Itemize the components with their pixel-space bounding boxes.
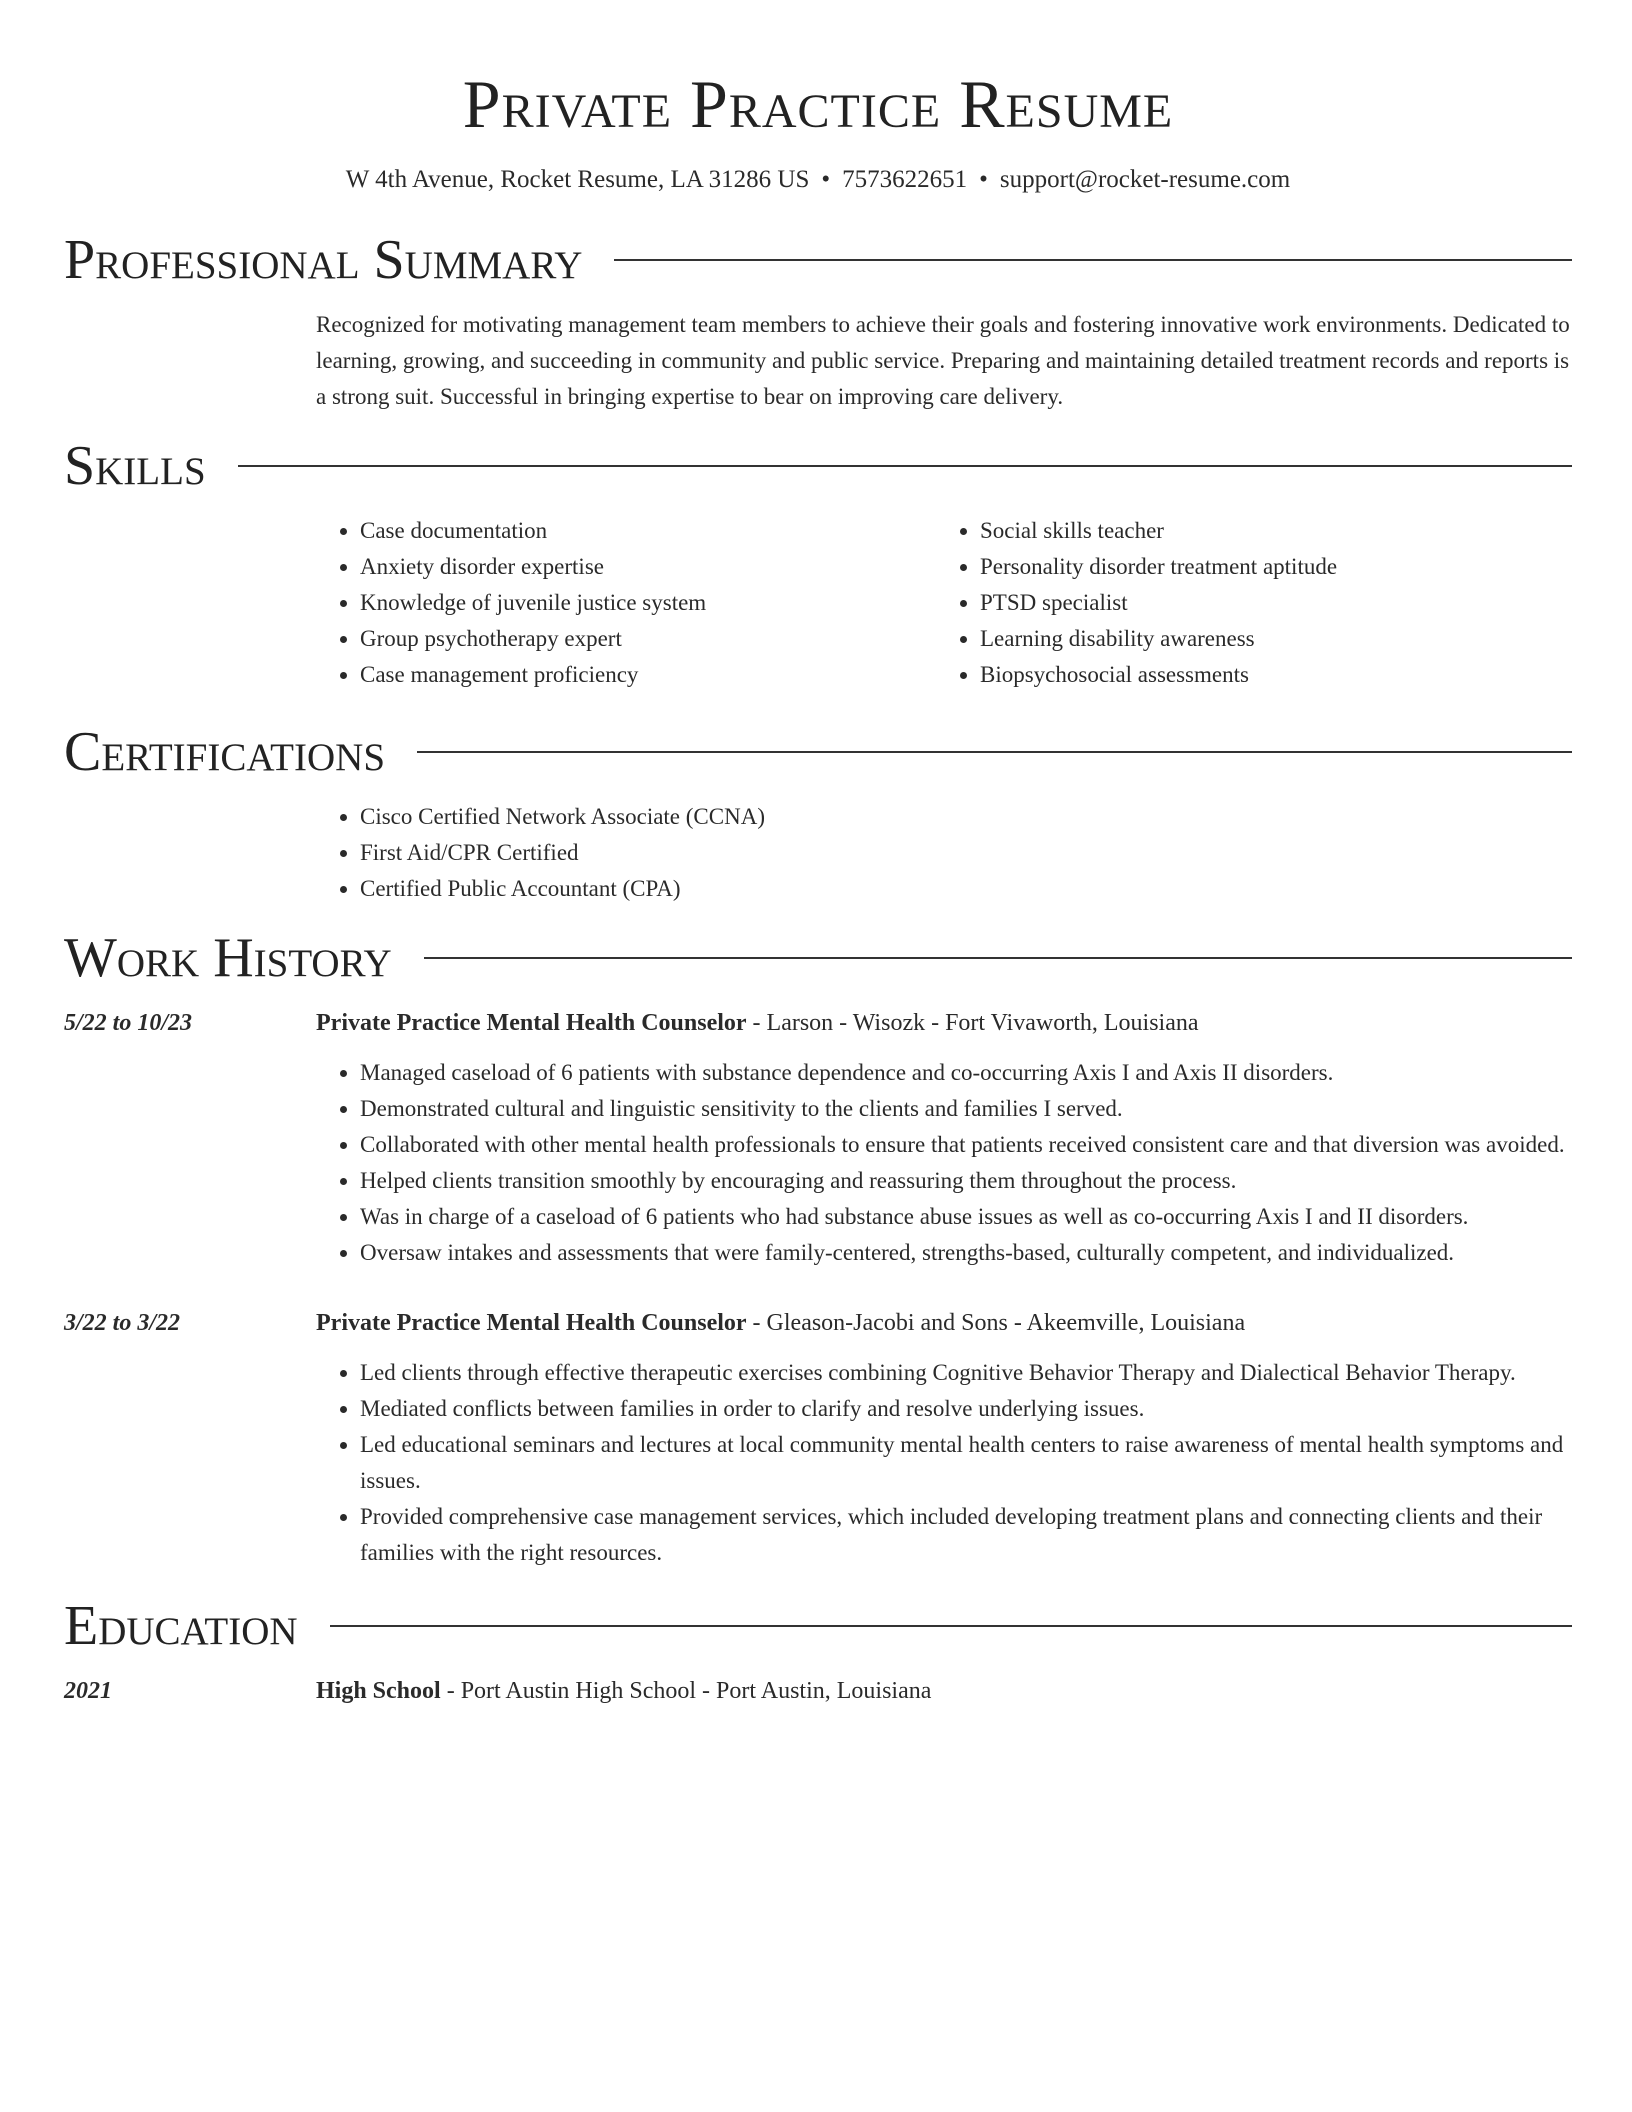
skill-item: • Group psychotherapy expert bbox=[360, 621, 936, 657]
education-school-location: - Port Austin High School - Port Austin, Louisiana bbox=[440, 1678, 932, 1704]
section-divider bbox=[330, 1625, 1572, 1627]
job-entry bbox=[64, 1005, 1572, 1271]
education-section bbox=[64, 1593, 1572, 1723]
education-date: 2021 bbox=[64, 1678, 112, 1704]
contact-line bbox=[64, 164, 1572, 196]
job-role: Private Practice Mental Health Counselor bbox=[316, 1310, 747, 1336]
skills-grid bbox=[316, 513, 1572, 693]
certifications-content bbox=[316, 799, 1572, 907]
job-date: 3/22 to 3/22 bbox=[64, 1310, 181, 1336]
summary-content bbox=[316, 307, 1572, 415]
job-date: 5/22 to 10/23 bbox=[64, 1010, 193, 1036]
summary-text: Recognized for motivating management team members to achieve their goals and fostering innovative work environments. Dedicated to learning, growing, and succeeding in community and public service. Preparing and maintaining detailed treatment records and reports is a strong suit. Successful in bringing expertise to bear on improving care delivery. bbox=[316, 312, 1570, 409]
section-divider bbox=[424, 957, 1572, 959]
job-bullet: • Managed caseload of 6 patients with substance dependence and co-occurring Axis I and Axis II disorders. bbox=[360, 1055, 1572, 1091]
job-bullets bbox=[316, 1355, 1572, 1571]
job-title-line bbox=[316, 1305, 1572, 1341]
job-bullet: • Provided comprehensive case management services, which included developing treatment plans and connecting clients and their families with the right resources. bbox=[360, 1499, 1572, 1571]
summary-heading-row bbox=[64, 227, 1572, 293]
contact-phone: 7573622651 bbox=[842, 166, 968, 193]
job-bullet: • Oversaw intakes and assessments that were family-centered, strengths-based, culturally competent, and individualized. bbox=[360, 1235, 1572, 1271]
job-bullet: • Was in charge of a caseload of 6 patients who had substance abuse issues as well as co-occurring Axis I and II disorders. bbox=[360, 1199, 1572, 1235]
skill-item: • Anxiety disorder expertise bbox=[360, 549, 936, 585]
skills-list-right bbox=[936, 513, 1556, 693]
job-bullet: • Led clients through effective therapeutic exercises combining Cognitive Behavior Therapy and Dialectical Behavior Therapy. bbox=[360, 1355, 1572, 1391]
certifications-heading: Certifications bbox=[64, 721, 386, 783]
job-body bbox=[316, 1005, 1572, 1271]
work-history-heading: Work History bbox=[64, 927, 392, 989]
resume-page bbox=[64, 0, 1572, 1723]
certification-item: • Certified Public Accountant (CPA) bbox=[360, 871, 1572, 907]
job-employer-location: - Larson - Wisozk - Fort Vivaworth, Louisiana bbox=[746, 1010, 1199, 1036]
job-bullets bbox=[316, 1055, 1572, 1271]
certifications-section bbox=[64, 719, 1572, 907]
education-body bbox=[316, 1673, 1572, 1723]
skills-heading: Skills bbox=[64, 435, 206, 497]
certification-item: • First Aid/CPR Certified bbox=[360, 835, 1572, 871]
education-entries bbox=[64, 1673, 1572, 1723]
job-title-line bbox=[316, 1005, 1572, 1041]
job-employer-location: - Gleason-Jacobi and Sons - Akeemville, Louisiana bbox=[746, 1310, 1246, 1336]
certifications-heading-row bbox=[64, 719, 1572, 785]
contact-separator: • bbox=[979, 166, 988, 193]
education-title-line bbox=[316, 1673, 1572, 1709]
skill-item: • Learning disability awareness bbox=[980, 621, 1556, 657]
work-history-entries bbox=[64, 1005, 1572, 1571]
job-bullet: • Led educational seminars and lectures at local community mental health centers to raise awareness of mental health symptoms and issues. bbox=[360, 1427, 1572, 1499]
skills-heading-row bbox=[64, 433, 1572, 499]
job-entry bbox=[64, 1305, 1572, 1571]
section-divider bbox=[238, 465, 1572, 467]
job-bullet: • Demonstrated cultural and linguistic sensitivity to the clients and families I served. bbox=[360, 1091, 1572, 1127]
skills-section bbox=[64, 433, 1572, 693]
contact-separator: • bbox=[821, 166, 831, 193]
job-bullet: • Mediated conflicts between families in order to clarify and resolve underlying issues. bbox=[360, 1391, 1572, 1427]
education-degree: High School bbox=[316, 1678, 441, 1704]
skill-item: • Knowledge of juvenile justice system bbox=[360, 585, 936, 621]
certifications-list bbox=[316, 799, 1572, 907]
education-heading-row bbox=[64, 1593, 1572, 1659]
skill-item: • Biopsychosocial assessments bbox=[980, 657, 1556, 693]
skill-item: • Case management proficiency bbox=[360, 657, 936, 693]
job-body bbox=[316, 1305, 1572, 1571]
work-history-section bbox=[64, 925, 1572, 1571]
job-bullet: • Helped clients transition smoothly by encouraging and reassuring them throughout the process. bbox=[360, 1163, 1572, 1199]
job-role: Private Practice Mental Health Counselor bbox=[316, 1010, 747, 1036]
job-bullet: • Collaborated with other mental health professionals to ensure that patients received consistent care and that diversion was avoided. bbox=[360, 1127, 1572, 1163]
summary-heading: Professional Summary bbox=[64, 229, 583, 291]
certification-item: • Cisco Certified Network Associate (CCNA) bbox=[360, 799, 1572, 835]
work-history-heading-row bbox=[64, 925, 1572, 991]
contact-address: W 4th Avenue, Rocket Resume, LA 31286 US bbox=[345, 166, 810, 193]
contact-email: support@rocket-resume.com bbox=[999, 166, 1291, 193]
skills-list-left bbox=[316, 513, 936, 693]
skill-item: • Case documentation bbox=[360, 513, 936, 549]
skill-item: • Personality disorder treatment aptitude bbox=[980, 549, 1556, 585]
education-entry bbox=[64, 1673, 1572, 1723]
section-divider bbox=[614, 259, 1572, 261]
skill-item: • PTSD specialist bbox=[980, 585, 1556, 621]
skill-item: • Social skills teacher bbox=[980, 513, 1556, 549]
education-heading: Education bbox=[64, 1595, 298, 1657]
section-divider bbox=[417, 751, 1572, 753]
summary-section bbox=[64, 227, 1572, 415]
resume-name: Private Practice Resume bbox=[462, 66, 1174, 142]
